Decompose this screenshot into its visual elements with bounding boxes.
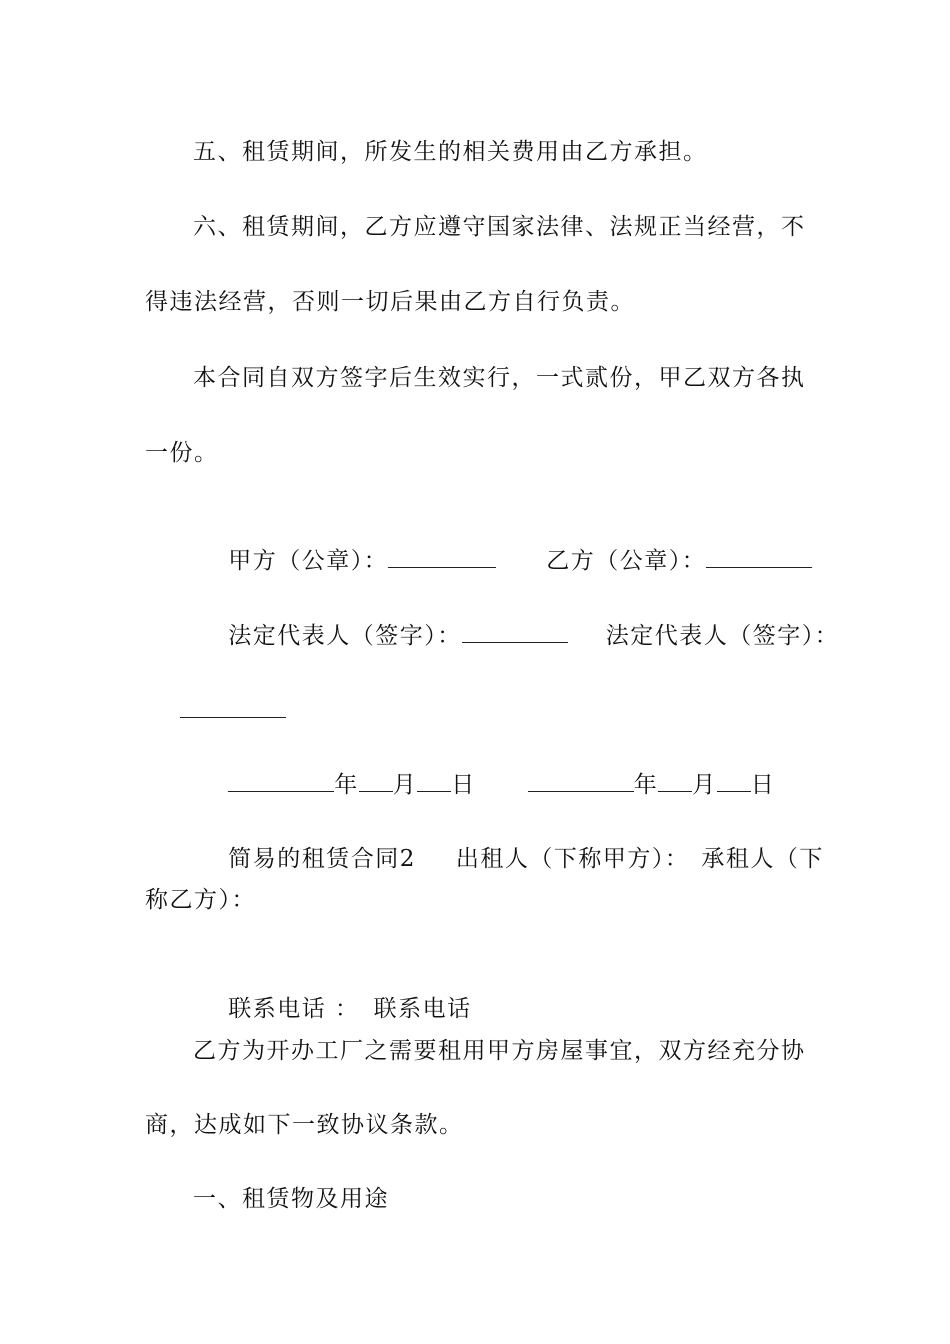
phone-b-label: 联系电话 xyxy=(373,996,472,1022)
phone-a-label: 联系电话 ： xyxy=(228,996,360,1022)
representative-line xyxy=(193,585,840,649)
date-b-month-blank xyxy=(658,771,692,792)
date-line xyxy=(193,734,776,798)
date-b-year-blank xyxy=(528,771,634,792)
clause-6-line-1: 六、租赁期间，乙方应遵守国家法律、法规正当经营，不 xyxy=(193,214,806,240)
phone-line xyxy=(193,958,472,1022)
date-a-year-blank xyxy=(228,771,334,792)
date-b-day-blank xyxy=(717,771,751,792)
effect-line-1: 本合同自双方签字后生效实行，一式贰份，甲乙双方各执 xyxy=(193,365,806,391)
date-a-day-blank xyxy=(417,771,451,792)
rep-b-blank-line xyxy=(145,660,286,694)
lessee-label-part-2: 称乙方）： xyxy=(145,887,256,913)
date-a-year: 年 xyxy=(334,772,359,798)
party-b-seal-blank xyxy=(706,547,812,568)
clause-6-line-2: 得违法经营，否则一切后果由乙方自行负责。 xyxy=(145,289,635,315)
party-a-seal-blank xyxy=(388,547,496,568)
date-a-day: 日 xyxy=(451,772,476,798)
purpose-line-1: 乙方为开办工厂之需要租用甲方房屋事宜，双方经充分协 xyxy=(193,1038,806,1064)
clause-5: 五、租赁期间，所发生的相关费用由乙方承担。 xyxy=(193,139,708,165)
rep-b-label: 法定代表人（签字）： xyxy=(605,623,840,649)
seal-line xyxy=(193,510,812,574)
date-a-month-blank xyxy=(359,771,393,792)
rep-a-label: 法定代表人（签字）： xyxy=(228,623,462,649)
date-b-day: 日 xyxy=(750,772,776,798)
rep-b-blank xyxy=(180,697,286,718)
party-a-seal-label: 甲方（公章）： xyxy=(228,548,389,574)
party-b-seal-label: 乙方（公章）： xyxy=(546,548,707,574)
effect-line-2: 一份。 xyxy=(145,440,219,466)
lessee-label-part-1: 承租人（下 xyxy=(701,846,824,872)
date-b-month: 月 xyxy=(692,772,717,798)
rep-a-blank xyxy=(462,622,568,643)
section-1-heading: 一、租赁物及用途 xyxy=(193,1186,389,1212)
date-a-month: 月 xyxy=(392,772,418,798)
contract-2-header-line xyxy=(193,808,824,872)
contract-2-title: 简易的租赁合同2 xyxy=(228,846,416,872)
date-b-year: 年 xyxy=(633,772,659,798)
purpose-line-2: 商，达成如下一致协议条款。 xyxy=(145,1112,464,1138)
lessor-label: 出租人（下称甲方）： xyxy=(455,846,690,872)
